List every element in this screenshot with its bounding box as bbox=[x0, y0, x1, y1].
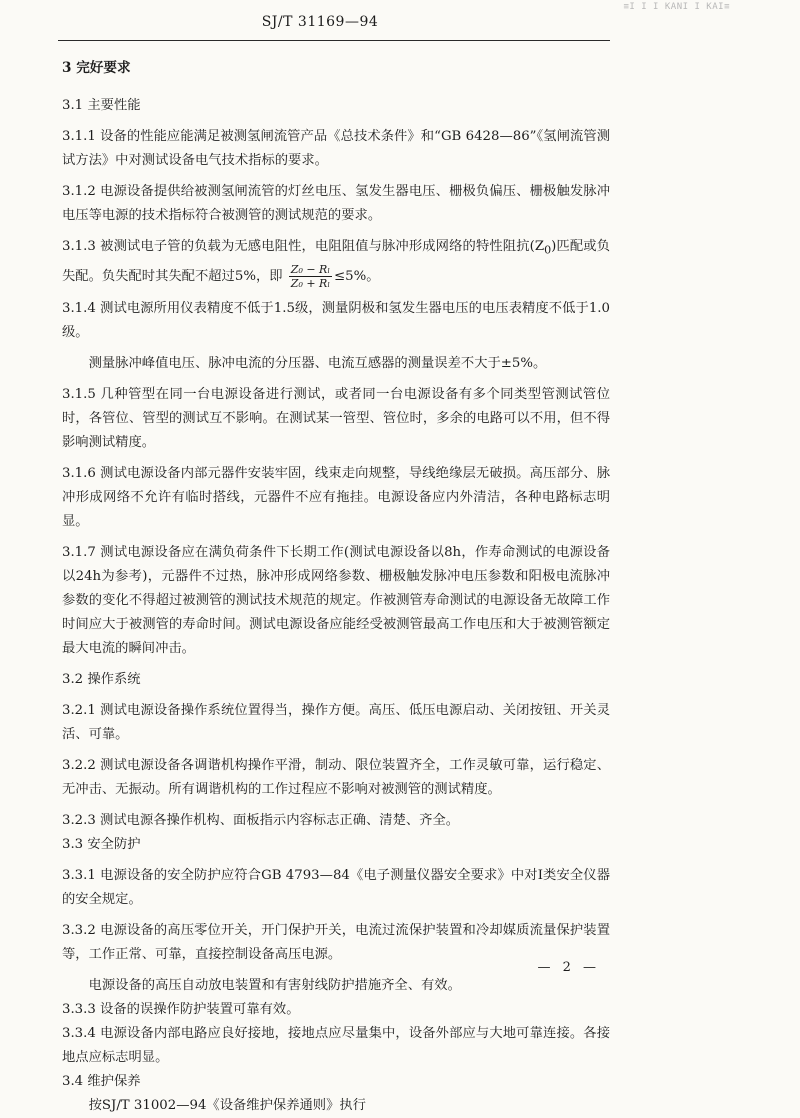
paragraph: 3.2 操作系统 bbox=[62, 671, 141, 687]
mismatch-fraction bbox=[289, 263, 332, 290]
paragraph-group-b bbox=[62, 297, 610, 1118]
paragraph: 3.1.7 测试电源设备应在满负荷条件下长期工作(测试电源设备以8h，作寿命测试的电源设备以24h为参考)，元器件不过热，脉冲形成网络参数、栅极触发脉冲电压参数和阳极电流脉冲参数的变化不得超过被测管的测试技术规范的规定。作被测管寿命测试的电源设备无故障工作时间应大于被测管的寿命时间。测试电源设备应能经受被测管最高工作电压和大于被测管额定最大电流的瞬间冲击。 bbox=[62, 544, 610, 656]
paragraph: 3.3.4 电源设备内部电路应良好接地，接地点应尽量集中，设备外部应与大地可靠连接。各接地点应标志明显。 bbox=[62, 1025, 610, 1065]
fraction-denominator: Z₀ + Rₗ bbox=[290, 276, 331, 290]
fraction-numerator: Z₀ − Rₗ bbox=[290, 262, 331, 276]
document-body bbox=[62, 56, 610, 1118]
standard-number: SJ/T 31169—94 bbox=[261, 14, 379, 30]
paragraph: 3.3.2 电源设备的高压零位开关，开门保护开关，电流过流保护装置和冷却媒质流量保护装置等，工作正常、可靠，直接控制设备高压电源。 bbox=[62, 922, 610, 962]
header-rule bbox=[58, 40, 610, 41]
paragraph: 测量脉冲峰值电压、脉冲电流的分压器、电流互感器的测量误差不大于±5%。 bbox=[88, 355, 547, 371]
paragraph: 3.4 维护保养 bbox=[62, 1073, 141, 1089]
page-number: — 2 — bbox=[537, 960, 600, 975]
paragraph: 3.1.2 电源设备提供给被测氢闸流管的灯丝电压、氢发生器电压、栅极负偏压、栅极触发脉冲电压等电源的技术指标符合被测管的测试规范的要求。 bbox=[62, 184, 610, 223]
paragraph: 3.2.3 测试电源各操作机构、面板指示内容标志正确、清楚、齐全。 bbox=[62, 812, 460, 828]
paragraph: 3.3.3 设备的误操作防护装置可靠有效。 bbox=[62, 1001, 300, 1017]
paragraph: 3.3 安全防护 bbox=[62, 836, 141, 852]
formula-mid: )匹配或负失配。负失配时其失配不超过5%，即 bbox=[62, 239, 610, 284]
paragraph: 3.1.6 测试电源设备内部元器件安装牢固，线束走向规整，导线绝缘层无破损。高压部分、脉冲形成网络不允许有临时搭线，元器件不应有拖挂。电源设备应内外清洁，各种电路标志明显。 bbox=[62, 465, 610, 529]
watermark: ≡I I I KANI I KAI≡ bbox=[623, 2, 730, 12]
paragraph: 3.1 主要性能 bbox=[62, 98, 141, 113]
paragraph: 3.3.1 电源设备的安全防护应符合GB 4793—84《电子测量仪器安全要求》中对I类安全仪器的安全规定。 bbox=[62, 867, 610, 907]
formula-tail: ≤5%。 bbox=[334, 268, 380, 284]
paragraph: 按SJ/T 31002—94《设备维护保养通则》执行 bbox=[88, 1097, 366, 1113]
paragraph: 3.1.1 设备的性能应能满足被测氢闸流管产品《总技术条件》和“GB 6428—86”《氢闸流管测试方法》中对测试设备电气技术指标的要求。 bbox=[62, 129, 610, 168]
paragraph: 电源设备的高压自动放电装置和有害射线防护措施齐全、有效。 bbox=[88, 977, 461, 993]
paragraph: 3.1.4 测试电源所用仪表精度不低于1.5级，测量阴极和氢发生器电压的电压表精度不低于1.0级。 bbox=[62, 300, 610, 340]
formula-lead: 3.1.3 被测试电子管的负载为无感电阻性，电阻阻值与脉冲形成网络的特性阻抗(Z bbox=[62, 239, 545, 254]
paragraph: 3.2.1 测试电源设备操作系统位置得当，操作方便。高压、低压电源启动、关闭按钮、开关灵活、可靠。 bbox=[62, 702, 610, 742]
section-heading: 3 完好要求 bbox=[62, 60, 131, 76]
formula-sub: 0 bbox=[544, 243, 552, 257]
paragraph-group-a bbox=[62, 94, 610, 228]
paragraph: 3.2.2 测试电源设备各调谐机构操作平滑，制动、限位装置齐全，工作灵敏可靠，运行稳定、无冲击、无振动。所有调谐机构的工作过程应不影响对被测管的测试精度。 bbox=[62, 757, 610, 797]
paragraph-formula bbox=[62, 235, 610, 290]
paragraph: 3.1.5 几种管型在同一台电源设备进行测试，或者同一台电源设备有多个同类型管测试管位时，各管位、管型的测试互不影响。在测试某一管型、管位时，多余的电路可以不用，但不得影响测试精度。 bbox=[62, 386, 610, 450]
